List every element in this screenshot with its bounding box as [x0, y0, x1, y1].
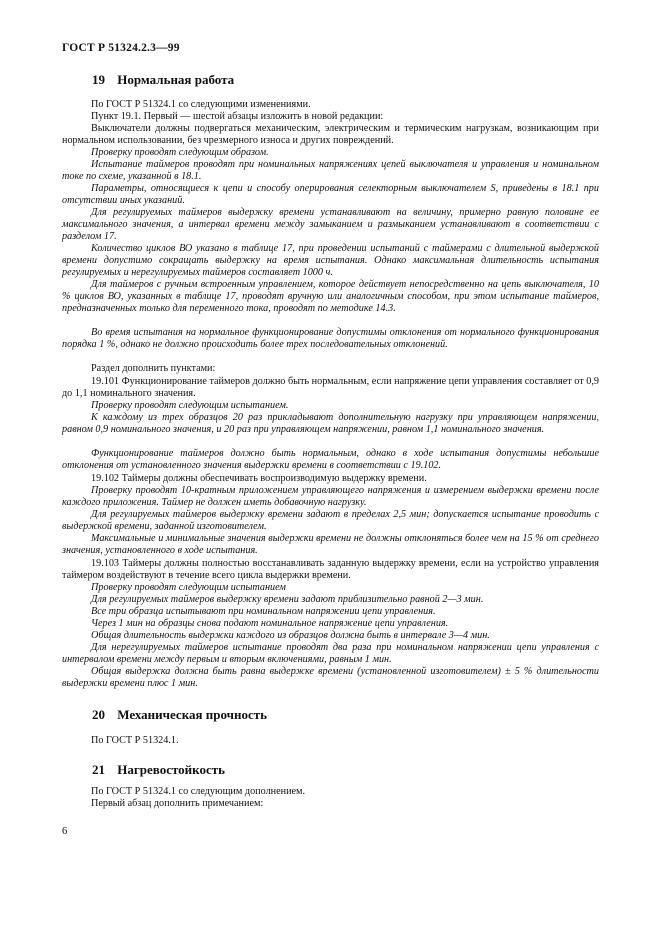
paragraph: Проверку проводят следующим испытанием	[91, 582, 286, 593]
paragraph: Выключатели должны подвергаться механическим, электрическим и термическим нагрузкам, возникающим при нормальном использовании, без чрезмерного износа и других повреждений.	[62, 123, 599, 146]
paragraph: 19.103 Таймеры должны полностью восстанавливать заданную выдержку времени, если на устройство управления таймером воздействуют в течение всего цикла выдержки времени.	[62, 558, 599, 581]
paragraph: Проверку проводят следующим испытанием.	[91, 400, 289, 411]
paragraph: Общая выдержка должна быть равна выдержке времени (установленной изготовителем) ± 5 % длительности выдержки времени плюс 1 мин.	[62, 666, 599, 689]
paragraph: Все три образца испытывают при номинальном напряжении цепи управления.	[91, 606, 436, 617]
paragraph: Для таймеров с ручным встроенным управлением, которое действует непосредственно на цепь выключателя, 10 % циклов ВО, указанных в таблице 17, проводят вручную или аналогичным способом, при этом испытание таймеров, предназначенных только для переменного тока, проводят по методике 14.3.	[62, 279, 599, 314]
section-number: 21	[92, 762, 105, 777]
paragraph: Для регулируемых таймеров выдержку времени задают в пределах 2,5 мин; допускается испытание проводить с выдержкой времени, заданной изготовителем.	[62, 509, 599, 532]
section-heading	[92, 707, 267, 723]
paragraph: Первый абзац дополнить примечанием:	[91, 798, 264, 809]
paragraph: Пункт 19.1. Первый — шестой абзацы изложить в новой редакции:	[91, 111, 384, 122]
section-heading	[92, 762, 225, 778]
paragraph: По ГОСТ Р 51324.1.	[91, 735, 179, 746]
paragraph: К каждому из трех образцов 20 раз прикладывают дополнительную нагрузку при управляющем напряжении, равном 0,9 номинального значения, и 20 раз при управляющем напряжении, равном 1,1 номинального значения.	[62, 412, 599, 435]
paragraph: По ГОСТ Р 51324.1 со следующими изменениями.	[91, 99, 311, 110]
paragraph: Проверку проводят 10-кратным приложением управляющего напряжения и измерением выдержки времени после каждого приложения. Таймер не должен иметь добавочную нагрузку.	[62, 485, 599, 508]
section-heading	[92, 72, 234, 88]
paragraph: По ГОСТ Р 51324.1 со следующим дополнением.	[91, 786, 306, 797]
paragraph: Для нерегулируемых таймеров испытание проводят два раза при номинальном напряжении цепи управления с интервалом времени между первым и вторым включениями, равным 1 мин.	[62, 642, 599, 665]
section-title: Нормальная работа	[117, 72, 235, 87]
section-number: 20	[92, 707, 105, 722]
document-header: ГОСТ Р 51324.2.3—99	[62, 42, 180, 54]
section-title: Нагревостойкость	[117, 762, 226, 777]
paragraph: Испытание таймеров проводят при номинальных напряжениях цепей выключателя и управления и номинальном токе по схеме, указанной в 18.1.	[62, 159, 599, 182]
section-number: 19	[92, 72, 105, 87]
page-number: 6	[62, 826, 68, 837]
paragraph: 19.102 Таймеры должны обеспечивать воспроизводимую выдержку времени.	[91, 473, 427, 484]
paragraph: Проверку проводят следующим образом.	[91, 147, 269, 158]
paragraph: Параметры, относящиеся к цепи и способу оперирования селекторным выключателем S, приведены в 18.1 при отсутствии иных указаний.	[62, 183, 599, 206]
paragraph: Во время испытания на нормальное функционирование допустимы отклонения от нормального функционирования порядка 1 %, однако не должно происходить более трех последовательных отклонений.	[62, 327, 599, 350]
section-title: Механическая прочность	[117, 707, 268, 722]
paragraph: Максимальные и минимальные значения выдержки времени не должны отклоняться более чем на 15 % от среднего значения, установленного в ходе испытания.	[62, 533, 599, 556]
paragraph: Функционирование таймеров должно быть нормальным, однако в ходе испытания допустимы небольшие отклонения от установленного значения выдержки времени в соответствии с 19.102.	[62, 448, 599, 471]
paragraph: Через 1 мин на образцы снова подают номинальное напряжение цепи управления.	[91, 618, 449, 629]
paragraph: Раздел дополнить пунктами:	[91, 363, 216, 374]
paragraph: Для регулируемых таймеров выдержку времени задают приблизительно равной 2—3 мин.	[91, 594, 484, 605]
paragraph: 19.101 Функционирование таймеров должно быть нормальным, если напряжение цепи управления составляет от 0,9 до 1,1 номинального значения.	[62, 376, 599, 399]
paragraph: Количество циклов ВО указано в таблице 17, при проведении испытаний с таймерами с длительной выдержкой времени допустимо сокращать выдержку на время испытания. Однако максимальная длительность испытания регулируемых и нерегулируемых таймеров составляет 1000 ч.	[62, 243, 599, 278]
paragraph: Общая длительность выдержки каждого из образцов должна быть в интервале 3—4 мин.	[91, 630, 490, 641]
paragraph: Для регулируемых таймеров выдержку времени устанавливают на величину, примерно равную половине ее максимального значения, а интервал времени между замыканием и размыканием устанавливают в соответствии с разделом 17.	[62, 207, 599, 242]
